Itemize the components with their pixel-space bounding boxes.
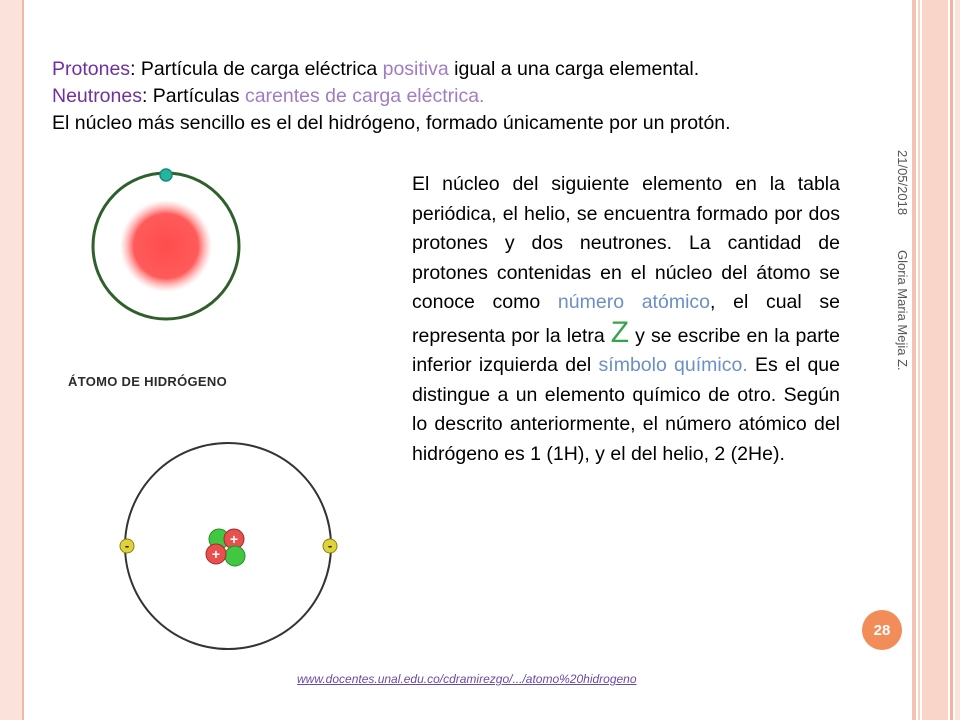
source-link[interactable]: www.docentes.unal.edu.co/cdramirezgo/.../atomo%20hidrogeno [297, 672, 637, 686]
protones-term: Protones [52, 58, 131, 80]
helium-atom-illustration [115, 435, 355, 665]
helium-neutron [225, 546, 245, 566]
side-author: Gloria Maria Mejia Z. [895, 250, 910, 371]
protones-line [52, 56, 902, 83]
simbolo-quimico-highlight: símbolo químico. [598, 354, 748, 376]
neutrones-text: : Partículas [141, 85, 245, 107]
para-text-2: , el cual se representa por la letra [412, 291, 840, 347]
numero-atomico-highlight: número atómico [557, 291, 710, 313]
hydrogen-caption: ÁTOMO DE HIDRÓGENO [68, 374, 228, 389]
proton-plus-sign: + [211, 546, 221, 562]
neutrones-term: Neutrones [52, 85, 142, 107]
protones-text-a: : Partícula de carga eléctrica [130, 58, 383, 80]
page-number-badge: 28 [862, 610, 902, 650]
left-border [0, 0, 24, 720]
hydrogen-atom-illustration [80, 160, 260, 340]
right-border-stripes [912, 0, 960, 720]
slide-header [52, 56, 902, 137]
electron-minus-sign: - [327, 538, 333, 553]
protones-text-b: igual a una carga elemental. [448, 58, 700, 80]
para-text-1: El núcleo del siguiente elemento en la tabla periódica, el helio, se encuentra formado por dos protones y dos neutrones. La cantidad de protones contenidas en el núcleo del átomo se conoce como [412, 173, 840, 313]
para-text-3: y se escribe en la parte inferior izquierda del [412, 324, 840, 376]
hydrogen-nucleus [120, 200, 212, 292]
z-letter: Z [610, 315, 630, 349]
protones-highlight: positiva [382, 58, 449, 80]
side-date: 21/05/2018 [895, 150, 910, 216]
helium-paragraph [412, 170, 840, 469]
neutrones-highlight: carentes de carga eléctrica. [244, 85, 485, 107]
neutrones-line [52, 83, 902, 110]
para-text-4: Es el que distingue a un elemento químico de otro. Según lo descrito anteriormente, el número atómico del hidrógeno es 1 (1H), y el del helio, 2 (2He). [412, 354, 840, 465]
hydrogen-electron [160, 169, 172, 181]
hydrogen-nucleus-line: El núcleo más sencillo es el del hidrógeno, formado únicamente por un protón. [52, 112, 731, 134]
proton-plus-sign: + [229, 531, 239, 547]
electron-minus-sign: - [124, 538, 130, 553]
